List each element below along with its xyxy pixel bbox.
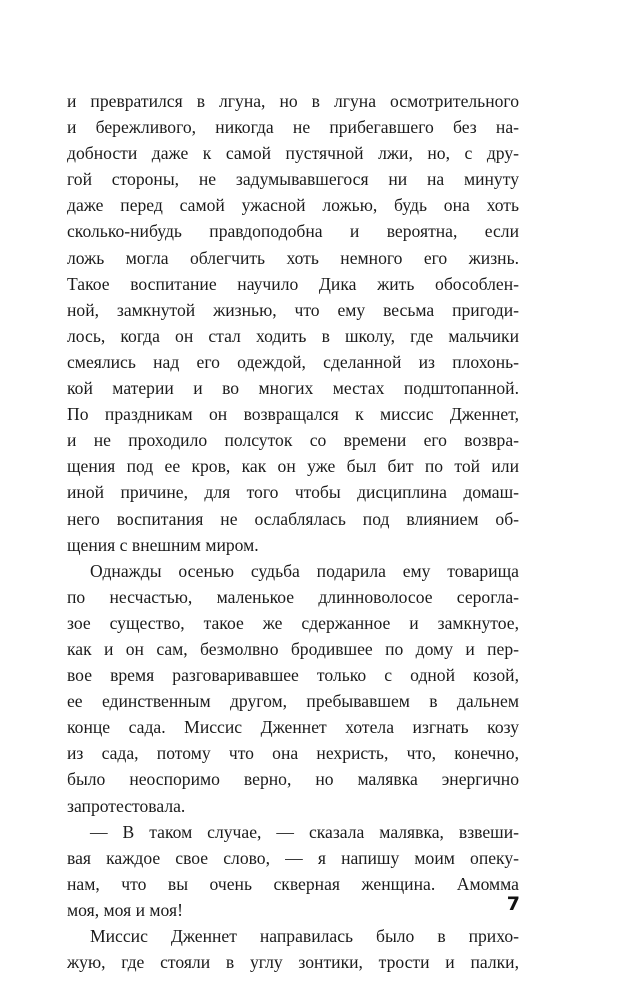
text-line: Миссис Дженнет направилась было в прихо- bbox=[90, 926, 519, 946]
text-line: ложь могла облегчить хоть немного его жизнь. bbox=[67, 247, 519, 268]
text-line: запротестовала. bbox=[67, 795, 186, 816]
text-line: зое существо, такое же сдержанное и замкнутое, bbox=[67, 612, 519, 633]
text-line: добности даже к самой пустячной лжи, но, с дру- bbox=[67, 143, 519, 164]
text-line: гой стороны, не задумывавшегося ни на минуту bbox=[67, 169, 519, 190]
text-line: — В таком случае, — сказала малявка, взвеши- bbox=[90, 821, 519, 842]
text-line: иной причине, для того чтобы дисциплина домаш- bbox=[67, 482, 519, 503]
text-line: щения с внешним миром. bbox=[67, 534, 259, 555]
text-line: жую, где стояли в углу зонтики, трости и палки, bbox=[67, 952, 519, 973]
text-line: По праздникам он возвращался к миссис Дженнет, bbox=[67, 404, 519, 425]
text-line: и превратился в лгуна, но в лгуна осмотрительного bbox=[67, 91, 519, 111]
text-line: лось, когда он стал ходить в школу, где мальчики bbox=[67, 325, 519, 346]
text-line: было неоспоримо верно, но малявка энергично bbox=[67, 769, 519, 790]
text-line: ной, замкнутой жизнью, что ему весьма пригоди- bbox=[67, 299, 519, 320]
text-line: моя, моя и моя! bbox=[67, 899, 183, 920]
text-line: и не проходило полсуток со времени его возвра- bbox=[67, 430, 519, 451]
text-line: смеялись над его одеждой, сделанной из плохонь- bbox=[67, 351, 519, 372]
text-line: Такое воспитание научило Дика жить обособлен- bbox=[67, 273, 519, 294]
text-line: вая каждое свое слово, — я напишу моим опеку- bbox=[67, 847, 519, 868]
page-number: 7 bbox=[506, 893, 520, 915]
text-line: из сада, потому что она нехристь, что, конечно, bbox=[67, 743, 519, 764]
text-line: щения под ее кров, как он уже был бит по той или bbox=[67, 456, 519, 477]
body-text bbox=[67, 88, 519, 975]
text-line: нам, что вы очень скверная женщина. Амомма bbox=[67, 873, 519, 894]
text-line: и бережливого, никогда не прибегавшего без на- bbox=[67, 117, 519, 138]
text-line: кой материи и во многих местах подштопанной. bbox=[67, 378, 519, 399]
text-line: ее единственным другом, пребывавшем в дальнем bbox=[67, 691, 519, 712]
text-line: сколько-нибудь правдоподобна и вероятна, если bbox=[67, 221, 519, 242]
text-line: по несчастью, маленькое длинноволосое серогла- bbox=[67, 586, 519, 607]
text-line: даже перед самой ужасной ложью, будь она хоть bbox=[67, 195, 519, 216]
text-line: Однажды осенью судьба подарила ему товарища bbox=[90, 560, 519, 581]
text-line: как и он сам, безмолвно бродившее по дому и пер- bbox=[67, 638, 519, 659]
text-line: вое время разговаривавшее только с одной козой, bbox=[67, 665, 519, 686]
text-line: конце сада. Миссис Дженнет хотела изгнать козу bbox=[67, 717, 519, 738]
text-line: него воспитания не ослаблялась под влиянием об- bbox=[67, 508, 519, 529]
